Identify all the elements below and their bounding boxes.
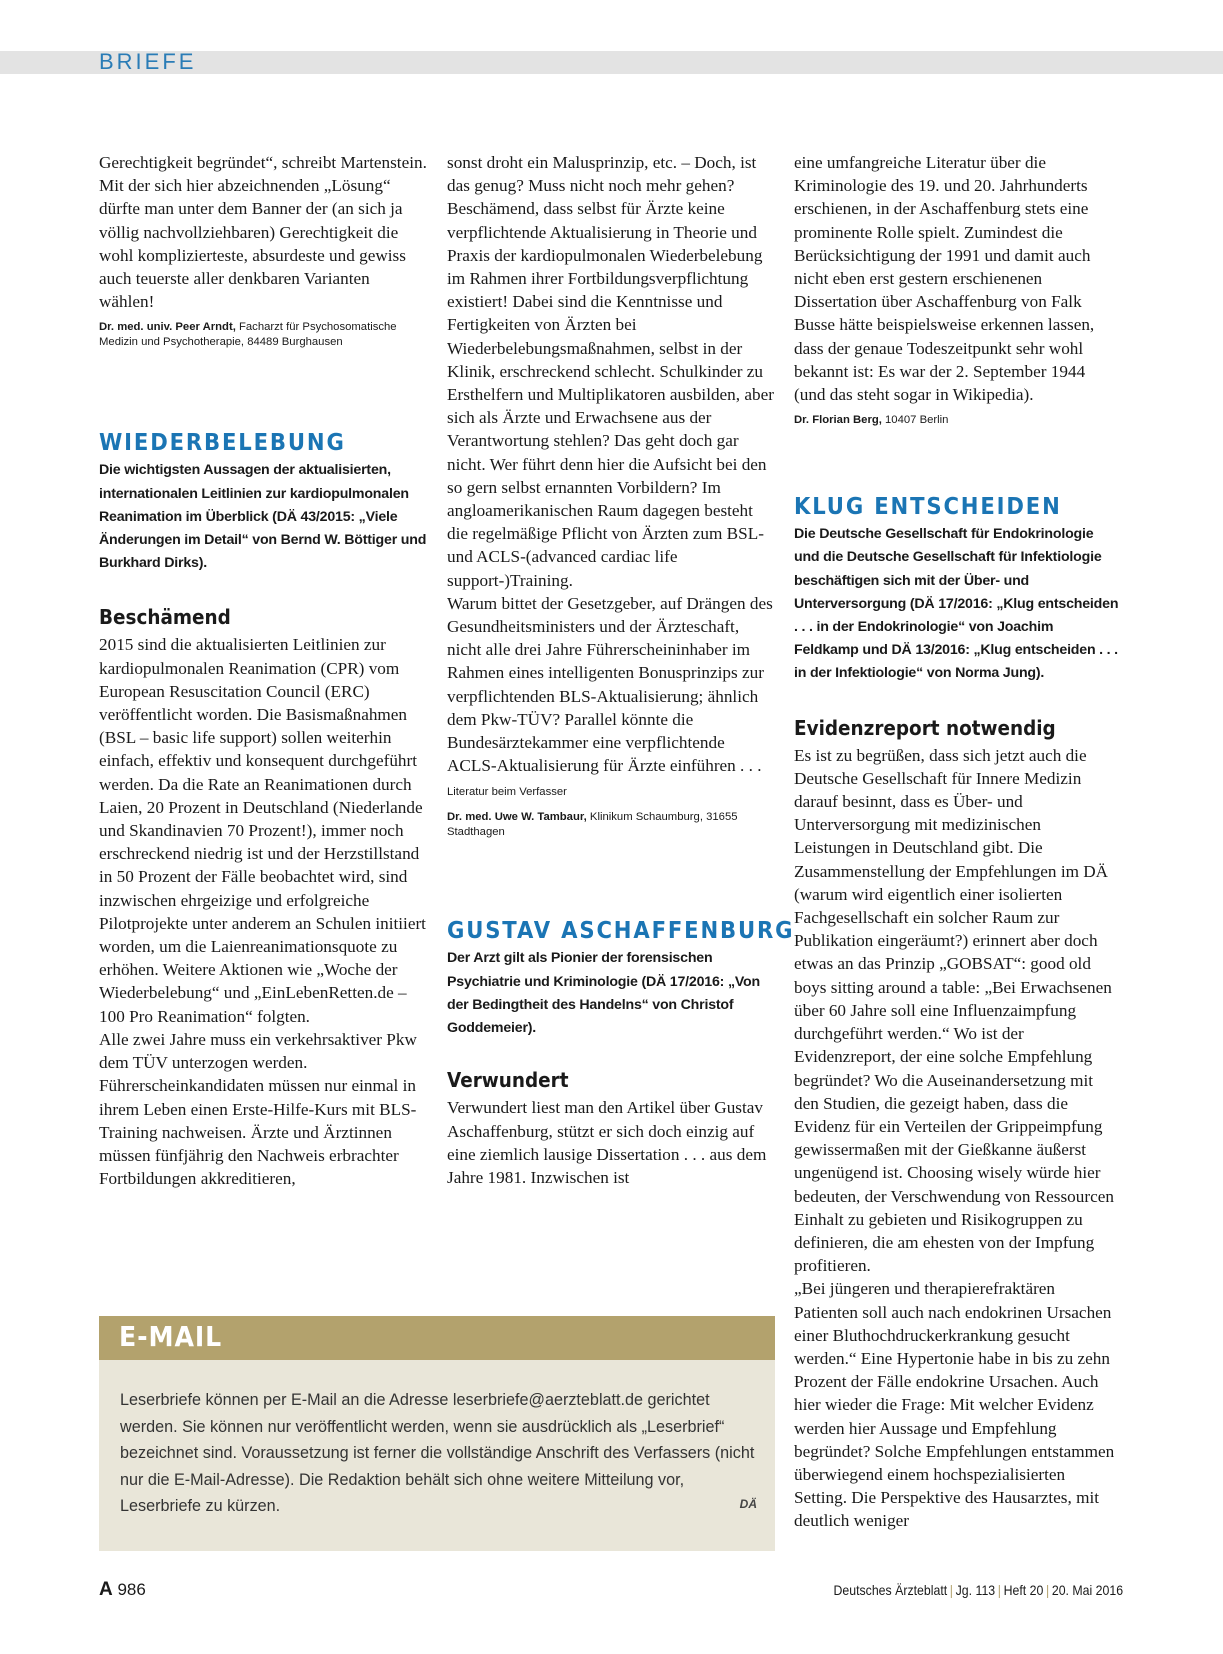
journal-date: 20. Mai 2016 xyxy=(1051,1582,1123,1598)
letter-text: Es ist zu begrüßen, dass sich jetzt auch die Deutsche Gesellschaft für Innere Medizin darauf besinnt, dass es Über- und Unterversorgung mit medizinischen Leistungen in Deutschland gibt. Die Zusammenstellung der Empfehlungen im DÄ (warum wird eigentlich einer isolierten Fachgesellschaft ein solcher Raum zur Publikation eingeräumt?) erinnert aber doch etwas an das Prinzip „GOBSAT“: good old boys sitting around a table: „Bei Erwachsenen über 60 Jahre soll eine Influenzaimpfung durchgeführt werden.“ Wo ist der Evidenzreport, der eine solche Empfehlung begründet? Wo die Auseinandersetzung mit den Studien, die gezeigt haben, dass die Evidenz für ein Verteilen der Grippeimpfung gewissermaßen mit der Gießkanne äußerst ungenügend ist. Choosing wisely würde hier bedeuten, der Verschwendung von Ressourcen Einhalt zu gebieten und Risikogruppen zu definieren, die am ehesten von der Impfung profitieren. xyxy=(794,745,1114,1276)
letter-signature: Dr. Florian Berg, 10407 Berlin xyxy=(794,414,949,427)
journal-issue: Heft 20 xyxy=(1003,1582,1044,1598)
journal-info: Deutsches Ärzteblatt | Jg. 113 | Heft 20 | 20. Mai 2016 xyxy=(833,1582,1123,1598)
section-intro: Der Arzt gilt als Pionier der forensischen Psychiatrie und Kriminologie (DÄ 17/2016: „Von der Bedingtheit des Handelns“ von Christof Goddemeier). xyxy=(447,950,760,1037)
column-1 xyxy=(99,151,429,1190)
letter-text: Gerechtigkeit begründet“, schreibt Martenstein. Mit der sich hier abzeichnenden „Lösung“ dürfte man unter dem Banner der (an sich ja völlig nachvollziehbaren) Gerechtigkeit die wohl komplizierteste, absurdeste und gewiss auch teuerste aller denkbaren Varianten wählen! xyxy=(99,153,427,312)
column-3 xyxy=(794,151,1120,1533)
section-label: BRIEFE xyxy=(99,49,197,74)
email-box-text: Leserbriefe können per E-Mail an die Adresse leserbriefe@aerzteblatt.de gerichtet werden. Sie können nur veröffentlicht werden, wenn sie ausdrücklich als „Leserbrief“ bezeichnet sind. Voraussetzung ist ferner die vollständige Anschrift des Verfassers (nicht nur die E-Mail-Adresse). Die Redaktion behält sich ohne weitere Mitteilung vor, Leserbriefe zu kürzen. xyxy=(120,1391,755,1515)
email-box-signature: DÄ xyxy=(739,1497,757,1511)
letter-text: eine umfangreiche Literatur über die Kriminologie des 19. und 20. Jahrhunderts erschienen, in der Aschaffenburg stets eine prominente Rolle spielt. Zumindest die Berücksichtigung der 1991 und damit auch nicht eben erst gestern erschienenen Dissertation über Aschaffenburg von Falk Busse hätte beispielsweise erkennen lassen, dass der genaue Todeszeitpunkt sehr wohl bekannt ist: Es war der 2. September 1944 (und das steht sogar in Wikipedia). xyxy=(794,153,1095,405)
letter-headline: Evidenzreport notwendig xyxy=(794,715,1056,740)
letter-headline: Verwundert xyxy=(447,1068,569,1093)
letter-headline: Beschämend xyxy=(99,605,231,630)
letter-text: Alle zwei Jahre muss ein verkehrsaktiver Pkw dem TÜV unterzogen werden. Führerscheinkandidaten müssen nur einmal in ihrem Leben einen Erste-Hilfe-Kurs mit BLS-Training nachweisen. Ärzte und Ärztinnen müssen fünfjährig den Nachweis erbrachter Fortbildungen akkreditieren, xyxy=(99,1029,417,1189)
letter-text: Warum bittet der Gesetzgeber, auf Drängen des Gesundheitsministers und der Ärzteschaft, nicht alle drei Jahre Führerscheininhaber im Rahmen eines intelligenten Bonusprinzips zur verpflichtenden BLS-Aktualisierung; ähnlich dem Pkw-TÜV? Parallel könnte die Bundesärztekammer eine verpflichtende ACLS-Aktualisierung für Ärzte einführen . . . xyxy=(447,593,773,776)
letter-signature: Dr. med. univ. Peer Arndt, Facharzt für Psychosomatische Medizin und Psychotherapie, 84489 Burghausen xyxy=(99,321,397,349)
section-title-klug-entscheiden: KLUG ENTSCHEIDEN xyxy=(794,494,1062,521)
email-box-header xyxy=(99,1316,775,1360)
letter-text: 2015 sind die aktualisierten Leitlinien zur kardiopulmonalen Reanimation (CPR) vom European Resuscitation Council (ERC) veröffentlicht worden. Die Basismaßnahmen (BSL – basic life support) sollen weiterhin einfach, effektiv und konsequent durchgeführt werden. Da die Rate an Reanimationen durch Laien, 20 Prozent in Deutschland (Niederlande und Skandinavien 70 Prozent!), immer noch erschreckend niedrig ist und der Herzstillstand in 50 Prozent der Fälle beobachtet wird, sind inzwischen ehrgeizige und erfolgreiche Pilotprojekte unter anderem an Schulen initiiert worden, um die Laienreanimationsquote zu erhöhen. Weitere Aktionen wie „Woche der Wiederbelebung“ und „EinLebenRetten.de – 100 Pro Reanimation“ folgten. xyxy=(99,635,426,1026)
letter-signature: Dr. med. Uwe W. Tambaur, Klinikum Schaumburg, 31655 Stadthagen xyxy=(447,811,738,839)
section-intro: Die wichtigsten Aussagen der aktualisierten, internationalen Leitlinien zur kardiopulmonalen Reanimation im Überblick (DÄ 43/2015: „Viele Änderungen im Detail“ von Bernd W. Böttiger und Burkhard Dirks). xyxy=(99,462,427,572)
letter-text: „Bei jüngeren und therapierefraktären Patienten soll auch nach endokrinen Ursachen einer Bluthochdruckerkrankung gesucht werden.“ Eine Hypertonie habe in bis zu zehn Prozent der Fälle endokrine Ursachen. Auch hier wieder die Frage: Mit welcher Evidenz werden hier Aussage und Empfehlung begründet? Solche Empfehlungen entstammen überwiegend einem hochspezialisierten Setting. Die Perspektive des Hausarztes, mit deutlich weniger xyxy=(794,1279,1115,1531)
email-box-title: E-MAIL xyxy=(119,1320,223,1353)
page-number: A 986 xyxy=(99,1579,146,1600)
literature-note: Literatur beim Verfasser xyxy=(447,786,567,799)
letter-text: Verwundert liest man den Artikel über Gustav Aschaffenburg, stützt er sich doch einzig auf eine ziemlich lausige Dissertation . . . aus dem Jahre 1981. Inzwischen ist xyxy=(447,1098,767,1187)
journal-name: Deutsches Ärzteblatt xyxy=(833,1582,948,1598)
column-2 xyxy=(447,151,795,1189)
letter-text: sonst droht ein Malusprinzip, etc. – Doch, ist das genug? Muss nicht noch mehr gehen? Beschämend, dass selbst für Ärzte keine verpflichtende Aktualisierung in Theorie und Praxis der kardiopulmonalen Wiederbelebung im Rahmen ihrer Fortbildungsverpflichtung existiert! Dabei sind die Kenntnisse und Fertigkeiten von Ärzten bei Wiederbelebungsmaßnahmen, selbst in der Klinik, erschreckend schlecht. Schulkinder zu Ersthelfern und Multiplikatoren ausbilden, aber sich als Ärzte und Erwachsene aus der Verantwortung stehlen? Das geht doch gar nicht. Wer führt denn hier die Aufsicht bei den so gern selbst ernannten Vorbildern? Im angloamerikanischen Raum dagegen besteht die regelmäßige Pflicht von Ärzten zum BSL- und ACLS-(advanced cardiac life support-)Training. xyxy=(447,153,774,590)
journal-volume: Jg. 113 xyxy=(955,1582,996,1598)
section-title-gustav-aschaffenburg: GUSTAV ASCHAFFENBURG xyxy=(447,918,795,945)
section-intro: Die Deutsche Gesellschaft für Endokrinologie und die Deutsche Gesellschaft für Infektiologie beschäftigen sich mit der Über- und Unterversorgung (DÄ 17/2016: „Klug entscheiden . . . in der Endokrinologie“ von Joachim Feldkamp und DÄ 13/2016: „Klug entscheiden . . . in der Infektiologie“ von Norma Jung). xyxy=(794,526,1119,682)
section-title-wiederbelebung: WIEDERBELEBUNG xyxy=(99,430,346,457)
email-info-box xyxy=(99,1316,775,1551)
